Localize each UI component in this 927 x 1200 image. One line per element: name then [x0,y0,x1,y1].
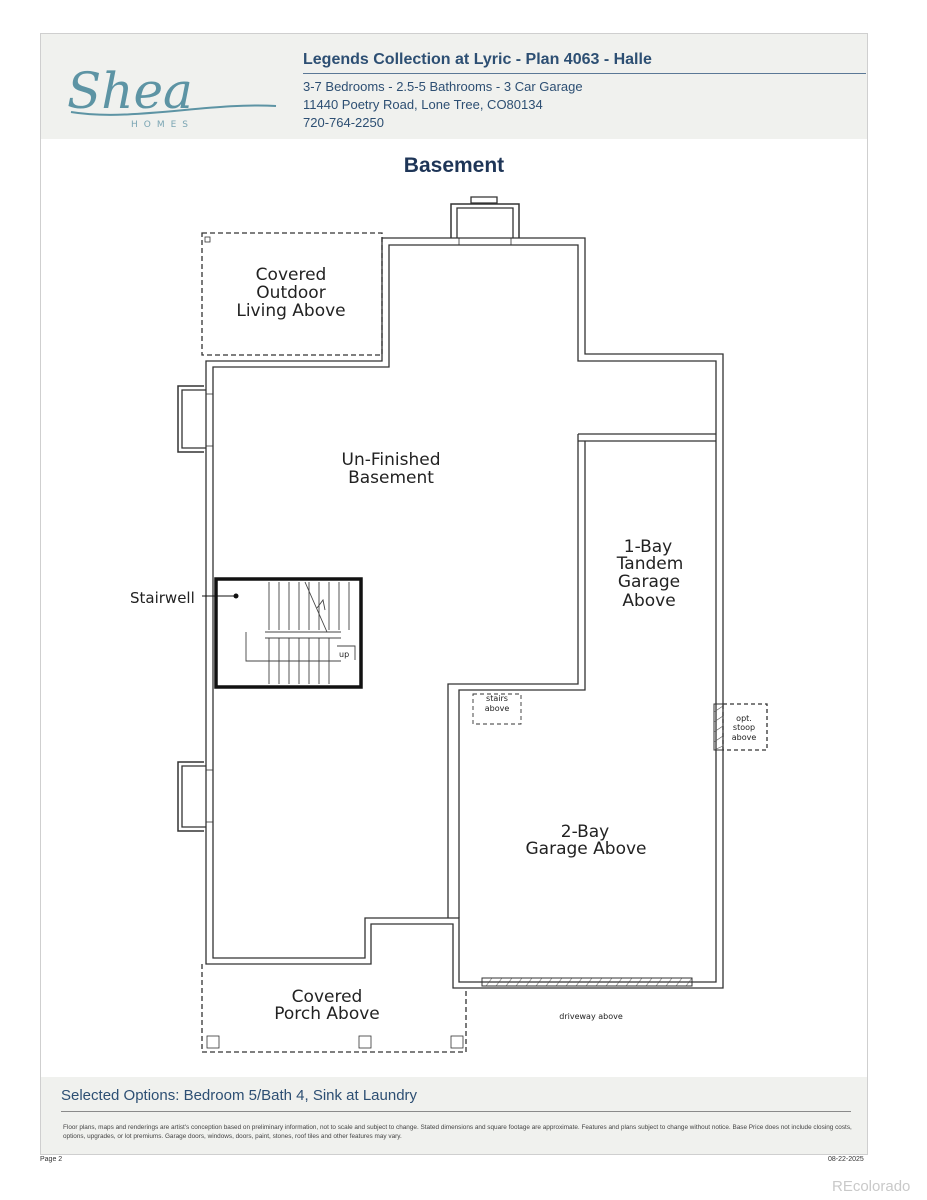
label-garage-2: Garage Above [525,839,647,859]
watermark: REcolorado [832,1178,911,1195]
label-up: up [339,650,350,659]
stairwell [202,579,361,687]
logo-sub: HOMES [131,120,195,130]
logo-script: Shea [67,62,193,120]
label-stairwell: Stairwell [130,589,195,607]
label-driveway: driveway above [559,1012,623,1021]
label-tandem-3: Garage [617,572,681,592]
plan-specs: 3-7 Bedrooms - 2.5-5 Bathrooms - 3 Car Garage [303,79,583,94]
label-unfinished-2: Basement [348,468,434,488]
footer-divider [61,1111,851,1112]
phone-number: 720-764-2250 [303,115,384,130]
print-date: 08-22-2025 [828,1156,864,1163]
label-stairs-above-1: stairs [486,694,508,703]
page-number: Page 2 [40,1156,63,1163]
label-tandem-1: 1-Bay [623,537,673,557]
label-porch-1: Covered [291,987,363,1007]
label-porch-2: Porch Above [274,1004,380,1024]
label-tandem-2: Tandem [616,554,684,574]
footer-band [41,1077,867,1154]
label-stoop-1: opt. [736,714,752,723]
label-stairs-above-2: above [484,704,510,713]
label-covered-outdoor-1: Covered [255,265,327,285]
label-covered-outdoor-3: Living Above [236,301,346,321]
label-stoop-3: above [731,733,757,742]
disclaimer-text: Floor plans, maps and renderings are artist's conception based on preliminary information, not to scale and subject to change. Stated dimensions and square footage are approximate. Features and plans subject to change without notice. Base Price does not include closing costs, options, upgrades, or lot premiums. Garage doors, windows, doors, paint, stones, roof tiles and other features may vary. [63,1124,852,1140]
plan-title: Legends Collection at Lyric - Plan 4063 - Halle [303,51,652,68]
label-garage-1: 2-Bay [560,822,610,842]
page-title: Basement [403,154,505,177]
label-stoop-2: stoop [732,723,756,732]
label-tandem-4: Above [622,591,676,611]
community-address: 11440 Poetry Road, Lone Tree, CO80134 [303,97,543,112]
selected-options: Selected Options: Bedroom 5/Bath 4, Sink at Laundry [61,1087,418,1104]
basement-floor-plan [41,34,867,1074]
label-covered-outdoor-2: Outdoor [256,283,326,303]
label-unfinished-1: Un-Finished [341,450,441,470]
floor-plan-sheet [40,33,868,1155]
exterior-wall-outer [206,238,723,988]
